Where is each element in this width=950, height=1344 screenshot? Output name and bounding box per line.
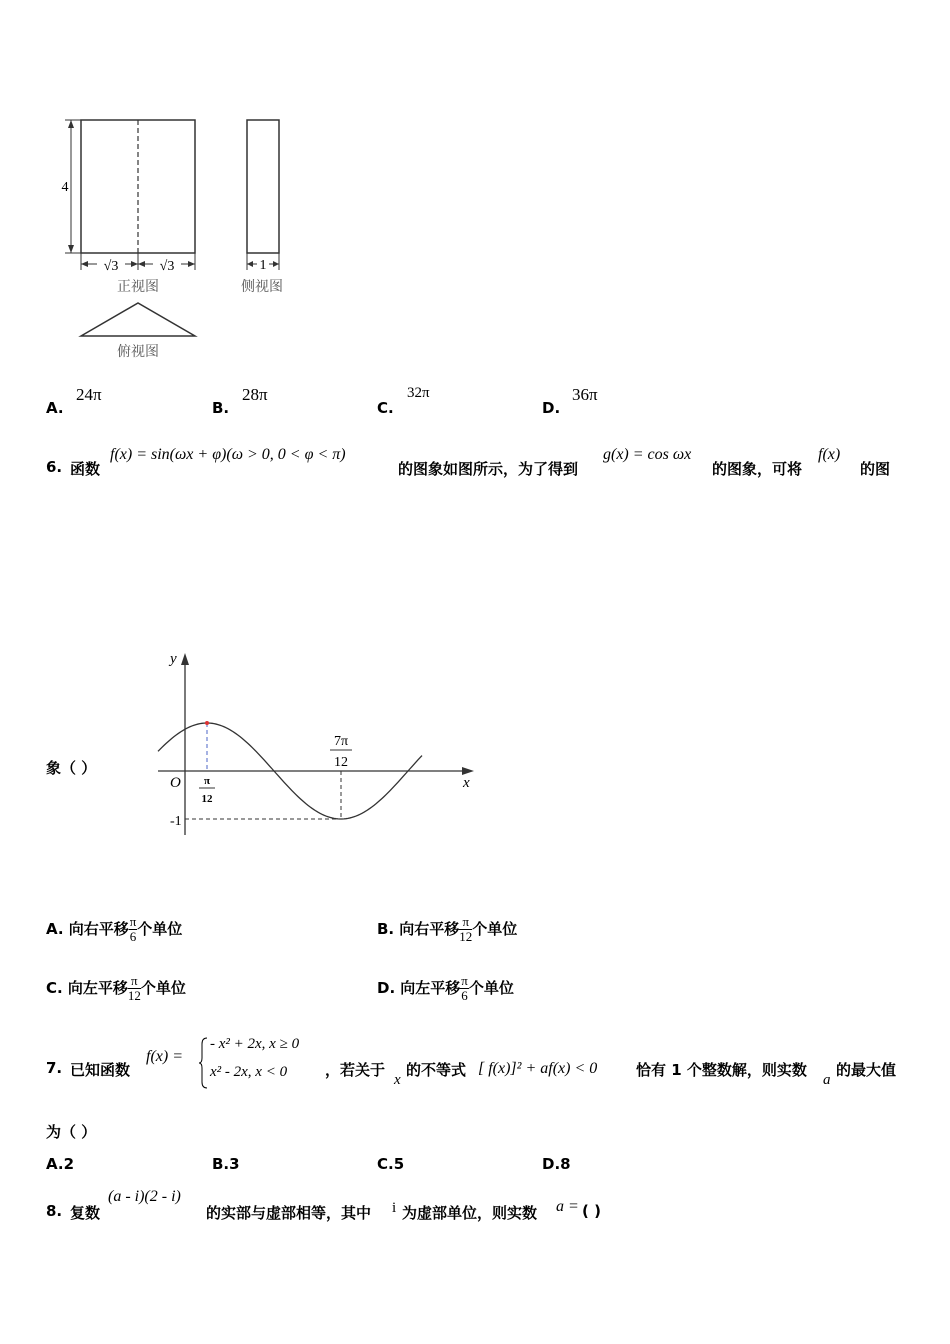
q7-options [46, 1155, 906, 1177]
max-point [205, 721, 209, 725]
q5-options: A. 24π B. 28π C. 32π D. 36π [46, 385, 598, 417]
q8-stem: 8. 复数 (a - i)(2 - i) 的实部与虚部相等，其中 i 为虚部单位，则实数 a = ( ) [46, 1188, 601, 1222]
three-view-figure [55, 100, 305, 365]
q7-stem-cont: 为（ ） [46, 1123, 97, 1141]
height-label: 4 [61, 180, 69, 195]
left-width-label: √3 [103, 259, 119, 274]
side-view-rect [247, 120, 279, 253]
q7-option-b: B.3 [212, 1155, 240, 1173]
q8-expression: (a - i)(2 - i) [108, 1188, 181, 1205]
top-view-triangle [81, 303, 195, 336]
q7-option-d: D.8 [542, 1155, 571, 1173]
q6-sine-graph [150, 645, 480, 845]
piecewise-case-1: - x² + 2x, x ≥ 0 [210, 1036, 300, 1052]
q7-inequality: [ f(x)]² + af(x) < 0 [478, 1060, 598, 1077]
right-width-label: √3 [159, 259, 175, 274]
min-value-label: -1 [170, 814, 182, 829]
tick2-numerator: 7π [333, 734, 349, 749]
q6-option-d: D. 向左平移 $\frac{\pi}{6}$ 个单位 [377, 973, 514, 1003]
q6-option-c: C. 向左平移 $\frac{\pi}{12}$ 个单位 [46, 973, 186, 1003]
q6-options [46, 915, 906, 1025]
y-axis-label: y [170, 651, 177, 667]
tick2-denominator: 12 [334, 755, 348, 770]
q7-option-c: C.5 [377, 1155, 405, 1173]
q6-f-expression: f(x) = sin(ωx + φ)(ω > 0, 0 < φ < π) [110, 446, 346, 463]
q7-stem: 7. 已知函数 f(x) = - x² + 2x, x ≥ 0 x² - 2x, x < 0 ，若关于 x 的不等式 [ f(x)]² + af(x) < 0 恰有 1 个整数解，则实数 a 的最大值 [46, 1036, 897, 1088]
q6-stem: 6. 函数 f(x) = sin(ωx + φ)(ω > 0, 0 < φ < π) 的图象如图所示，为了得到 g(x) = cos ωx 的图象，可将 f(x) 的图 [46, 446, 891, 478]
side-width-label: 1 [259, 258, 267, 273]
origin-label: O [170, 775, 181, 791]
q6-option-a: A. 向右平移 $\frac{\pi}{6}$ 个单位 [46, 914, 183, 944]
tick1-numerator: π [203, 775, 211, 787]
q6-option-b: B. 向右平移 $\frac{\pi}{12}$ 个单位 [377, 914, 518, 944]
top-view-caption: 俯视图 [117, 344, 159, 360]
q7-option-a: A.2 [46, 1155, 75, 1173]
side-view-caption: 侧视图 [241, 279, 283, 295]
q6-stem-cont: 象（ ） [46, 759, 97, 777]
x-axis-label: x [463, 775, 470, 791]
piecewise-brace [199, 1036, 209, 1090]
front-view-caption: 正视图 [117, 279, 159, 295]
piecewise-case-2: x² - 2x, x < 0 [210, 1064, 288, 1080]
tick1-denominator: 12 [201, 793, 213, 805]
q6-g-expression: g(x) = cos ωx [603, 446, 692, 463]
